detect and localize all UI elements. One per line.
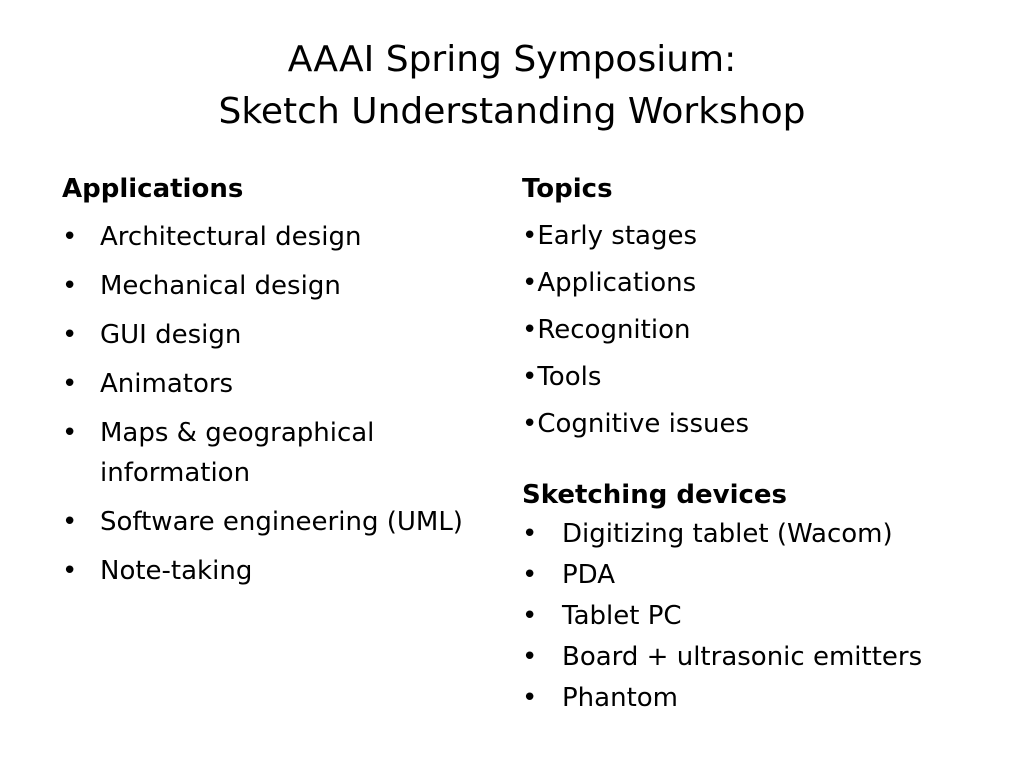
topics-list [522, 217, 1012, 443]
applications-list [62, 217, 482, 591]
list-item: • Maps & geographical information [62, 413, 482, 493]
list-item: •Early stages [522, 221, 697, 251]
list-item: • PDA [522, 555, 1012, 596]
bullet-icon: • [62, 320, 78, 350]
bullet-icon: • [62, 369, 78, 399]
bullet-icon: • [62, 418, 78, 448]
bullet-icon: • [522, 519, 538, 549]
list-item: • Architectural design [62, 217, 482, 257]
applications-heading: Applications [62, 174, 244, 204]
applications-column [62, 170, 482, 591]
bullet-icon: • [522, 683, 538, 713]
list-item: • GUI design [62, 315, 482, 355]
list-item: •Applications [522, 268, 697, 298]
list-item: • Tablet PC [522, 596, 1012, 637]
list-item: • Note-taking [62, 551, 482, 591]
bullet-icon: • [62, 556, 78, 586]
title-line-1: AAAI Spring Symposium: [287, 39, 737, 80]
bullet-icon: • [62, 222, 78, 252]
bullet-icon: • [522, 560, 538, 590]
bullet-icon: • [522, 601, 538, 631]
list-item: • Phantom [522, 678, 1012, 719]
bullet-icon: • [62, 271, 78, 301]
slide-title [0, 34, 1024, 138]
bullet-icon: • [522, 268, 538, 298]
list-item: •Recognition [522, 315, 691, 345]
list-item: • Animators [62, 364, 482, 404]
sketching-devices-heading: Sketching devices [522, 480, 788, 510]
list-item: •Cognitive issues [522, 409, 750, 439]
bullet-icon: • [522, 362, 538, 392]
topics-devices-column [522, 170, 1012, 719]
title-line-2: Sketch Understanding Workshop [218, 91, 806, 132]
list-item: • Mechanical design [62, 266, 482, 306]
topics-heading: Topics [522, 174, 613, 204]
list-item: • Digitizing tablet (Wacom) [522, 514, 1012, 555]
bullet-icon: • [522, 221, 538, 251]
list-item: • Software engineering (UML) [62, 502, 482, 542]
devices-list [522, 514, 1012, 719]
list-item: •Tools [522, 362, 602, 392]
bullet-icon: • [522, 642, 538, 672]
bullet-icon: • [522, 315, 538, 345]
bullet-icon: • [62, 507, 78, 537]
list-item: • Board + ultrasonic emitters [522, 637, 1012, 678]
bullet-icon: • [522, 409, 538, 439]
